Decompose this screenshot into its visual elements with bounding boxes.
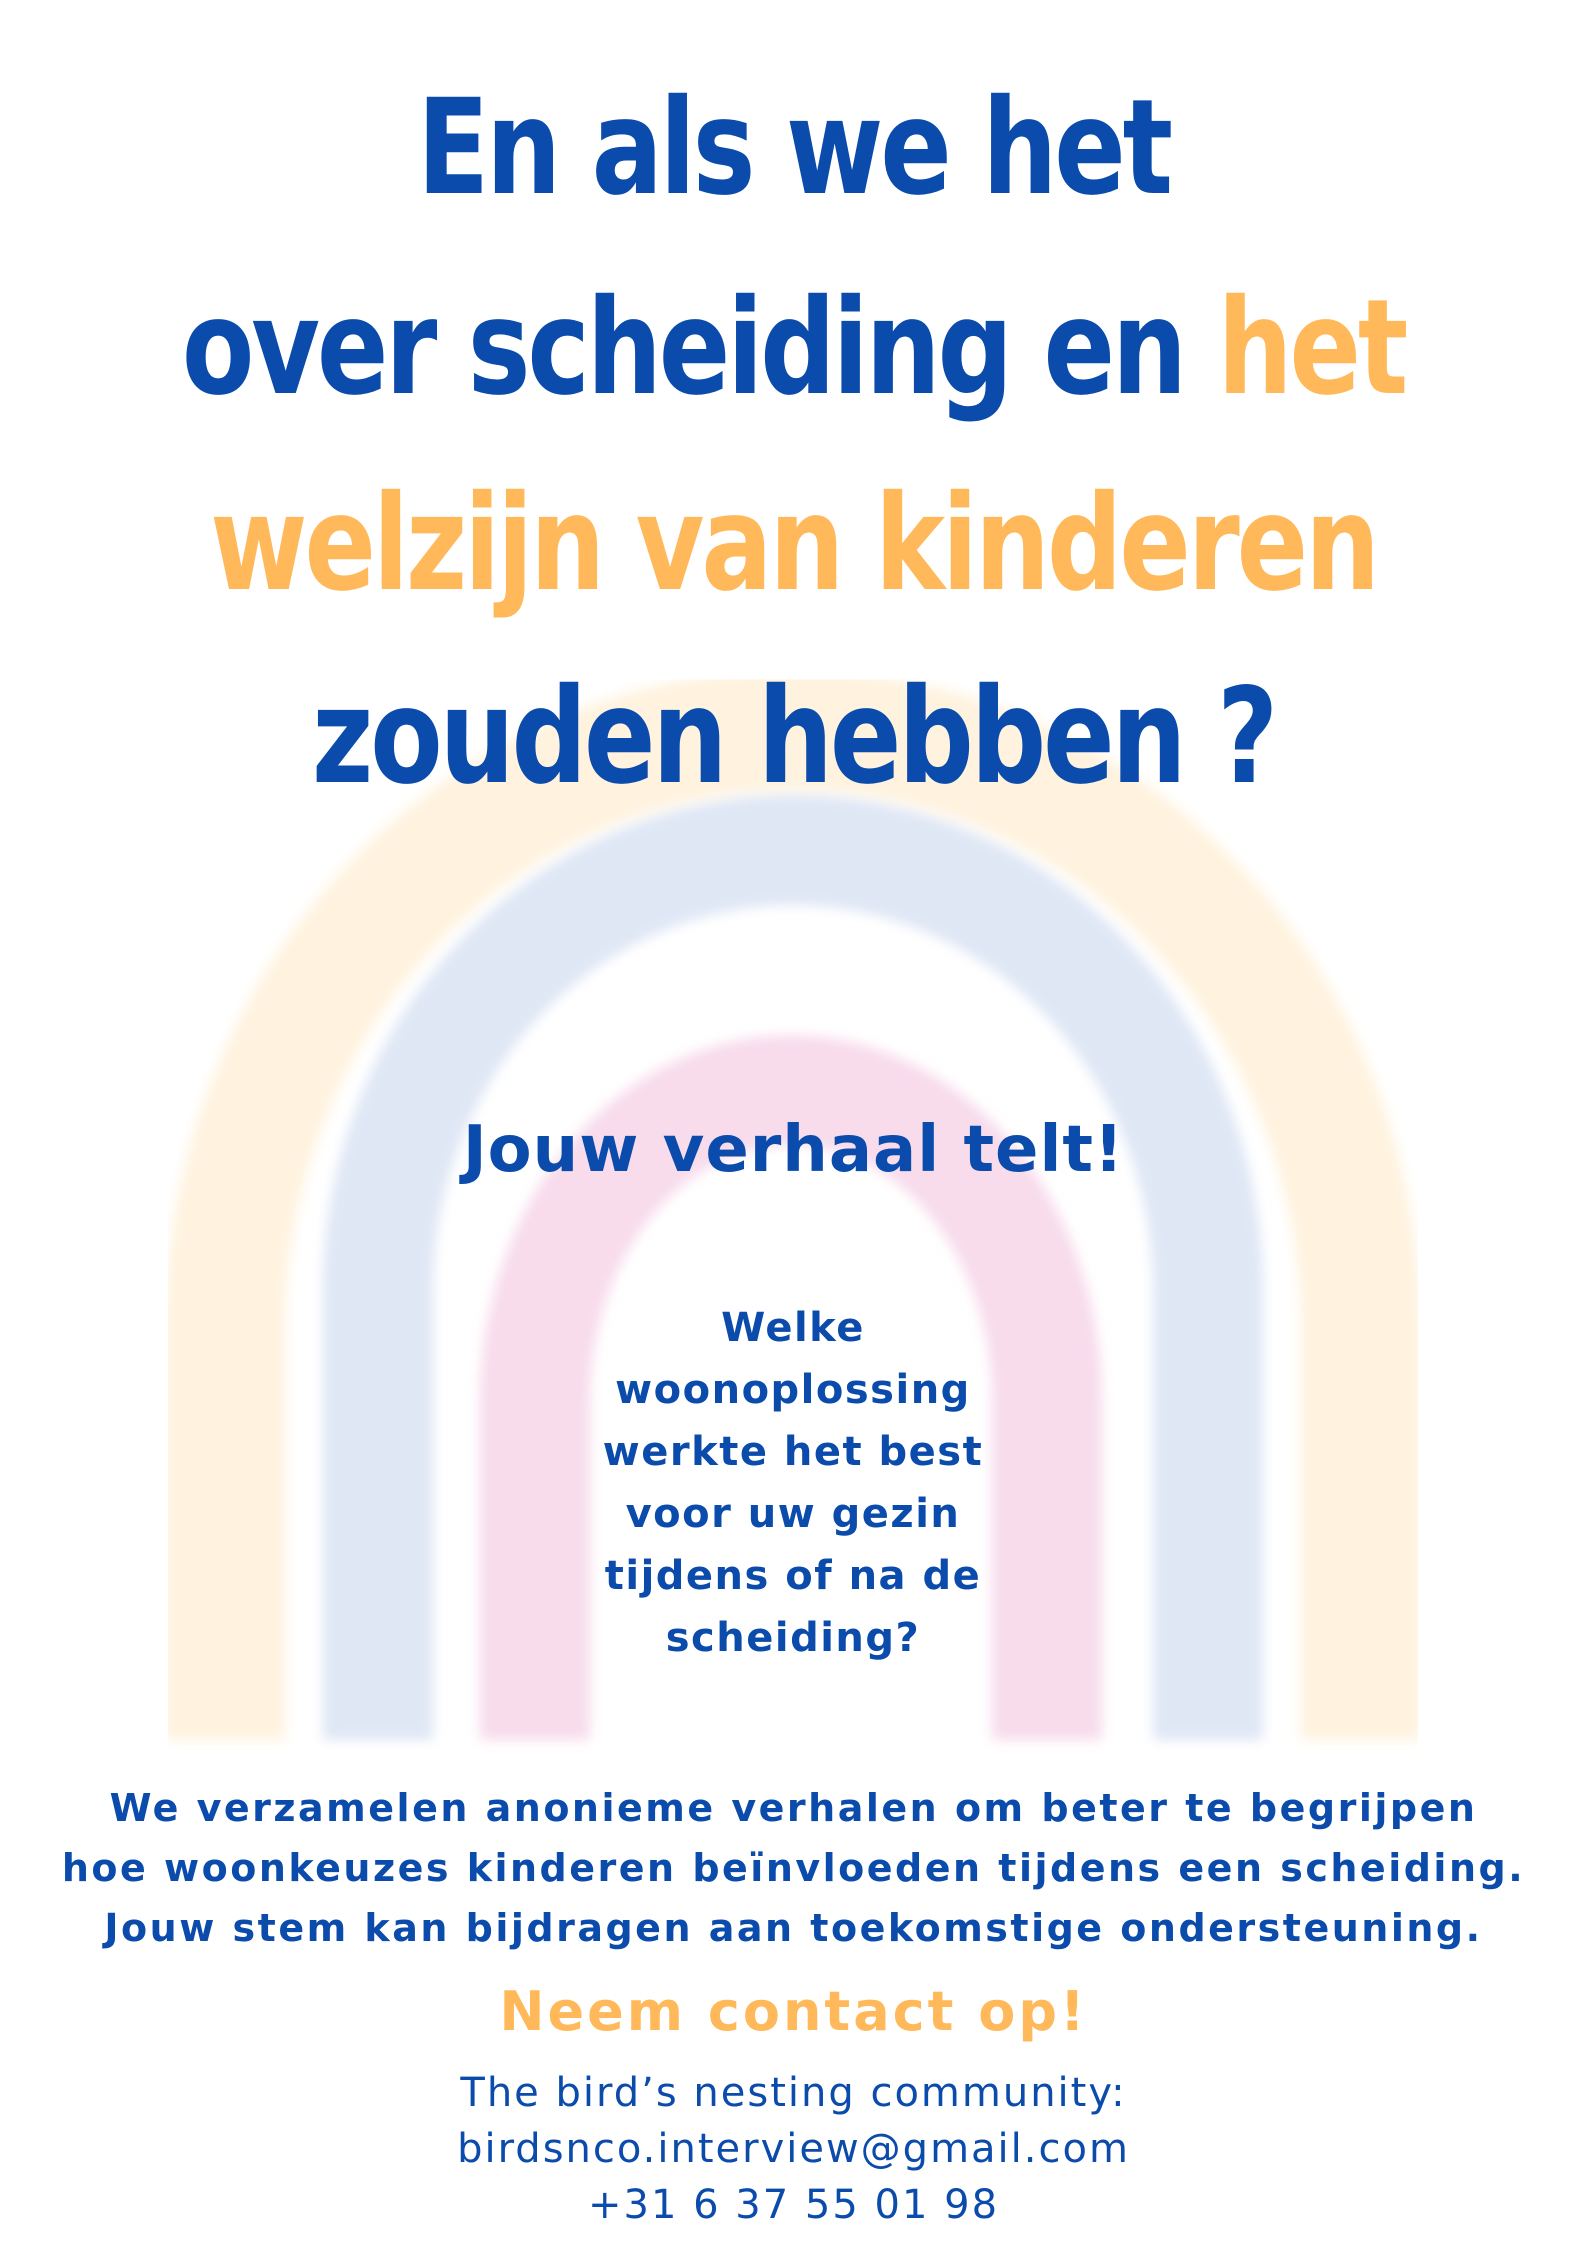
question-line: tijdens of na de — [604, 1553, 982, 1599]
headline-line-3: welzijn van kinderen — [210, 467, 1377, 621]
question-text — [543, 1297, 1043, 1669]
question-line: Welke — [721, 1305, 865, 1351]
headline-line-2 — [159, 271, 1429, 425]
headline-line-1: En als we het — [417, 71, 1170, 225]
contact-email-link[interactable]: birdsnco.interview@gmail.com — [457, 2126, 1130, 2172]
body-line-3: Jouw stem kan bijdragen aan toekomstige ondersteuning. — [104, 1906, 1483, 1950]
contact-email-row — [0, 2126, 1587, 2172]
question-line: woonoplossing — [615, 1367, 971, 1413]
headline-line-2-orange: het — [1217, 271, 1406, 425]
contact-phone-link[interactable]: +31 6 37 55 01 98 — [587, 2182, 1000, 2228]
body-line-1: We verzamelen anonieme verhalen om beter te begrijpen — [109, 1786, 1478, 1830]
headline-line-2-blue: over scheiding en — [181, 271, 1218, 425]
contact-cta: Neem contact op! — [499, 1980, 1088, 2043]
question-line: voor uw gezin — [625, 1491, 961, 1537]
organization-name: The bird’s nesting community: — [460, 2070, 1127, 2116]
contact-phone-row — [0, 2182, 1587, 2228]
subtitle: Jouw verhaal telt! — [462, 1113, 1125, 1187]
headline-line-4: zouden hebben ? — [311, 660, 1276, 814]
body-line-2: hoe woonkeuzes kinderen beïnvloeden tijdens een scheiding. — [61, 1846, 1526, 1890]
question-line: werkte het best — [602, 1429, 984, 1475]
question-line: scheiding? — [665, 1615, 921, 1661]
